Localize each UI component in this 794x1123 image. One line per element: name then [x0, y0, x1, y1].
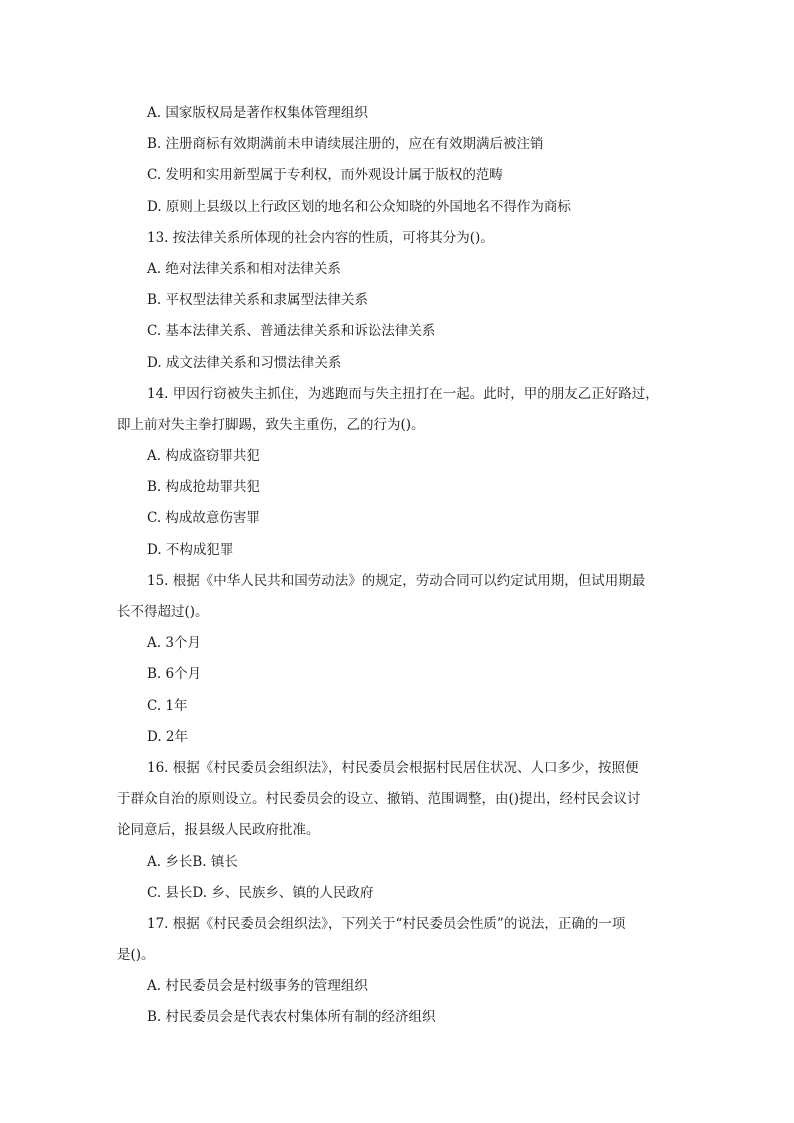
option-line: D. 2年 [147, 728, 189, 745]
option-line: D. 成文法律关系和习惯法律关系 [147, 354, 342, 371]
option-line: B. 构成抢劫罪共犯 [147, 479, 261, 496]
option-line: D. 不构成犯罪 [147, 541, 234, 558]
option-line: A. 国家版权局是著作权集体管理组织 [147, 105, 368, 121]
question-14-continued: 即上前对失主拳打脚踢，致失主重伤，乙的行为()。 [117, 416, 425, 433]
question-15-continued: 长不得超过()。 [117, 604, 209, 620]
question-17: 17. 根据《村民委员会组织法》，下列关于“村民委员会性质”的说法，正确的一项 [147, 915, 626, 932]
option-line: B. 村民委员会是代表农村集体所有制的经济组织 [147, 1009, 436, 1026]
option-line: C. 1年 [147, 697, 188, 714]
question-15: 15. 根据《中华人民共和国劳动法》的规定，劳动合同可以约定试用期，但试用期最 [147, 572, 646, 589]
option-line: B. 注册商标有效期满前未申请续展注册的，应在有效期满后被注销 [147, 136, 544, 153]
question-16-continued: 于群众自治的原则设立。村民委员会的设立、撤销、范围调整，由()提出，经村民会议讨 [117, 791, 641, 808]
option-line: A. 绝对法律关系和相对法律关系 [147, 260, 341, 277]
option-line: C. 构成故意伤害罪 [147, 510, 260, 527]
option-line: A. 村民委员会是村级事务的管理组织 [147, 978, 368, 995]
option-line: B. 6个月 [147, 666, 202, 683]
option-line: C. 县长D. 乡、民族乡、镇的人民政府 [147, 884, 374, 901]
option-line: C. 基本法律关系、普通法律关系和诉讼法律关系 [147, 323, 436, 340]
question-16-continued: 论同意后，报县级人民政府批准。 [117, 822, 320, 839]
option-line: A. 3个月 [147, 635, 201, 652]
option-line: A. 构成盗窃罪共犯 [147, 448, 260, 465]
option-line: D. 原则上县级以上行政区划的地名和公众知晓的外国地名不得作为商标 [147, 198, 571, 215]
document-body [117, 98, 677, 1034]
question-17-continued: 是()。 [117, 947, 155, 964]
question-14: 14. 甲因行窃被失主抓住，为逃跑而与失主扭打在一起。此时，甲的朋友乙正好路过， [147, 385, 659, 402]
option-line: B. 平权型法律关系和隶属型法律关系 [147, 292, 369, 309]
option-line: A. 乡长B. 镇长 [147, 853, 238, 870]
option-line: C. 发明和实用新型属于专利权，而外观设计属于版权的范畴 [147, 167, 503, 184]
question-13: 13. 按法律关系所体现的社会内容的性质，可将其分为()。 [147, 229, 494, 246]
question-16: 16. 根据《村民委员会组织法》，村民委员会根据村民居住状况、人口多少，按照便 [147, 759, 639, 776]
